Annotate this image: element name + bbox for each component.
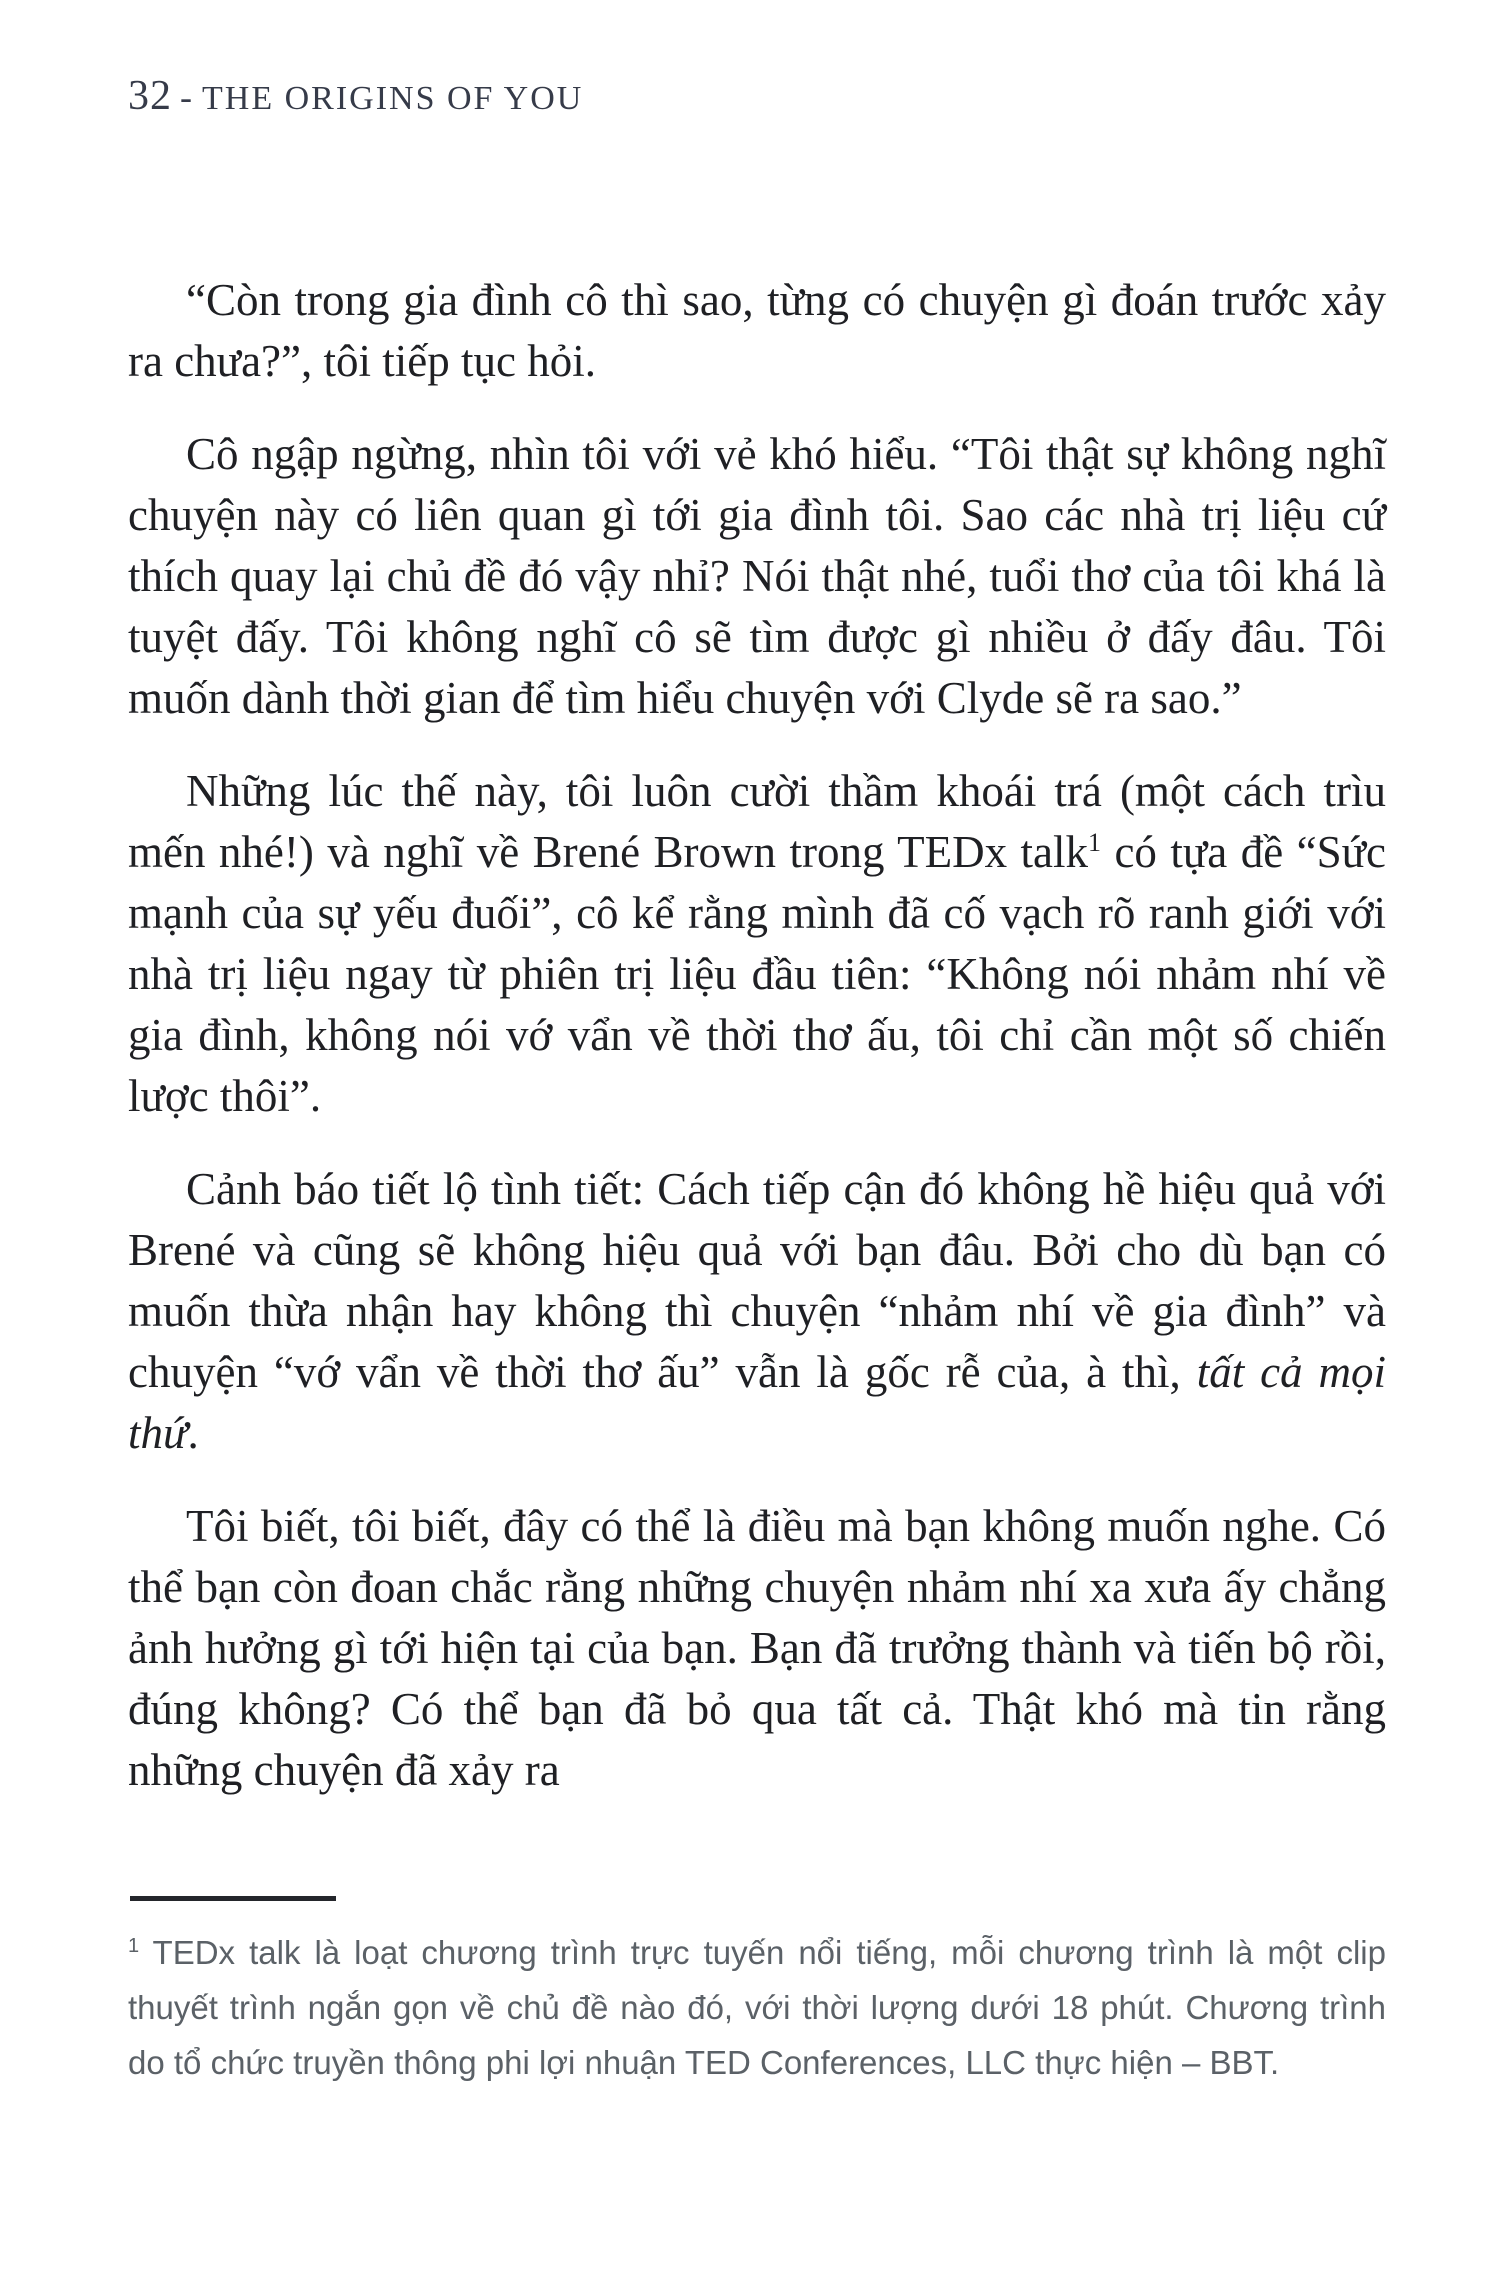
footnote-text: TEDx talk là loạt chương trình trực tuyến nổi tiếng, mỗi chương trình là một clip thuyết trình ngắn gọn về chủ đề nào đó, với thời lượng dưới 18 phút. Chương trình do tổ chức truyền thông phi lợi nhuận TED Conferences, LLC thực hiện – BBT. [128,1934,1386,2081]
paragraph-3-text-continued: có tựa đề “Sức mạnh của sự yếu đuối”, cô kể rằng mình đã cố vạch rõ ranh giới với nhà trị liệu ngay từ phiên trị liệu đầu tiên: “Không nói nhảm nhí về gia đình, không nói vớ vẩn về thời thơ ấu, tôi chỉ cần một số chiến lược thôi”. [128,827,1386,1121]
paragraph-1: “Còn trong gia đình cô thì sao, từng có chuyện gì đoán trước xảy ra chưa?”, tôi tiếp tục hỏi. [128,275,1386,386]
paragraph-3-text: Những lúc thế này, tôi luôn cười thầm khoái trá (một cách trìu mến nhé!) và nghĩ về Brené Brown trong TEDx talk [128,766,1386,877]
footnote-area [128,1896,1386,2090]
book-title: THE ORIGINS OF YOU [202,80,584,117]
paragraph-3 [128,761,1386,1127]
paragraph-4-text: Cảnh báo tiết lộ tình tiết: Cách tiếp cận đó không hề hiệu quả với Brené và cũng sẽ không hiệu quả với bạn đâu. Bởi cho dù bạn có muốn thừa nhận hay không thì chuyện “nhảm nhí về gia đình” và chuyện “vớ vẩn về thời thơ ấu” vẫn là gốc rễ của, à thì, [128,1164,1386,1397]
footnote-marker: 1 [128,1935,140,1957]
paragraph-4-text-end: . [187,1408,199,1458]
paragraph-4 [128,1159,1386,1464]
paragraph-5: Tôi biết, tôi biết, đây có thể là điều mà bạn không muốn nghe. Có thể bạn còn đoan chắc rằng những chuyện nhảm nhí xa xưa ấy chẳng ảnh hưởng gì tới hiện tại của bạn. Bạn đã trưởng thành và tiến bộ rồi, đúng không? Có thể bạn đã bỏ qua tất cả. Thật khó mà tin rằng những chuyện đã xảy ra [128,1501,1386,1795]
page-number: 32 [128,73,172,119]
footnote [128,1925,1386,2090]
paragraph-2: Cô ngập ngừng, nhìn tôi với vẻ khó hiểu. “Tôi thật sự không nghĩ chuyện này có liên quan gì tới gia đình tôi. Sao các nhà trị liệu cứ thích quay lại chủ đề đó vậy nhỉ? Nói thật nhé, tuổi thơ của tôi khá là tuyệt đấy. Tôi không nghĩ cô sẽ tìm được gì nhiều ở đấy đâu. Tôi muốn dành thời gian để tìm hiểu chuyện với Clyde sẽ ra sao.” [128,429,1386,723]
italic-phrase: tất cả mọi thứ [128,1347,1386,1458]
footnote-reference: 1 [1088,828,1101,857]
running-head [128,72,583,120]
page-body [128,270,1386,1833]
header-separator: - [180,77,192,117]
footnote-separator-rule [130,1896,336,1901]
